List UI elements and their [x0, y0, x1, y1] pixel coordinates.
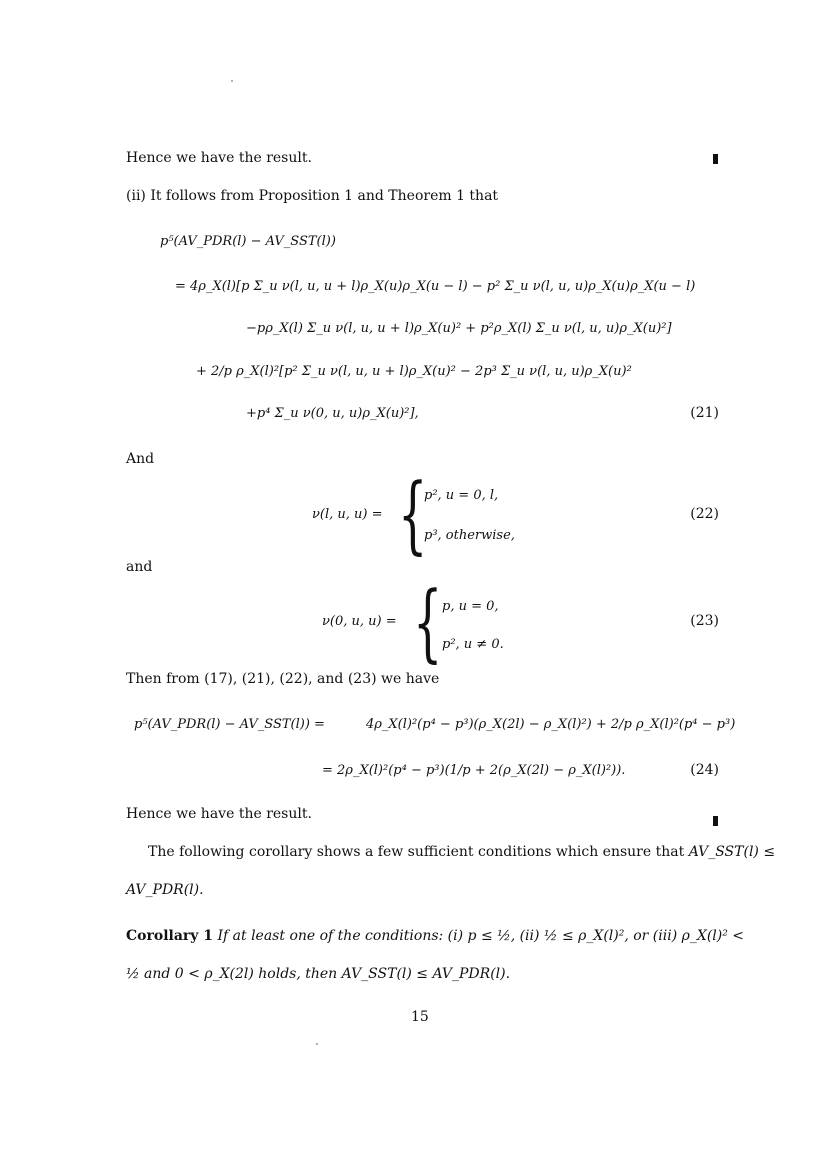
eq23-case1: p, u = 0, [442, 599, 499, 614]
eq21-lhs: p⁵(AV_PDR(l) − AV_SST(l)) [160, 234, 336, 249]
eq21-row4: +p⁴ Σ_u ν(0, u, u)ρ_X(u)²], [246, 406, 419, 421]
and-line-1: And [126, 451, 155, 467]
eq21-row1: = 4ρ_X(l)[p Σ_u ν(l, u, u + l)ρ_X(u)ρ_X(u − l) − p² Σ_u ν(l, u, u)ρ_X(u)ρ_X(u − l) [175, 279, 696, 294]
page-number: 15 [411, 1009, 429, 1025]
eq23-lhs: ν(0, u, u) = [322, 614, 397, 629]
eq24-lhs: p⁵(AV_PDR(l) − AV_SST(l)) = [134, 717, 325, 732]
following-line-2: AV_PDR(l). [126, 882, 204, 898]
hence-line-1: Hence we have the result. [126, 150, 312, 166]
qed-mark-2 [713, 816, 718, 826]
scan-speck [231, 80, 233, 82]
eq23-case2: p², u ≠ 0. [442, 637, 504, 652]
and-line-2: and [126, 559, 153, 575]
eq22-case1: p², u = 0, l, [424, 488, 499, 503]
eq22-lhs: ν(l, u, u) = [312, 507, 383, 522]
corollary-line-1 [126, 927, 744, 945]
eq24-number: (24) [690, 762, 719, 778]
eq22-brace: { [398, 465, 428, 563]
following-line [148, 843, 775, 861]
eq24-row1: 4ρ_X(l)²(p⁴ − p³)(ρ_X(2l) − ρ_X(l)²) + 2/p ρ_X(l)²(p⁴ − p³) [366, 717, 736, 732]
intro-ii-line: (ii) It follows from Proposition 1 and Theorem 1 that [126, 188, 499, 204]
eq22-case2: p³, otherwise, [424, 528, 515, 543]
eq21-row2: −pρ_X(l) Σ_u ν(l, u, u + l)ρ_X(u)² + p²ρ_X(l) Σ_u ν(l, u, u)ρ_X(u)²] [246, 321, 672, 336]
corollary-line-2: ½ and 0 < ρ_X(2l) holds, then AV_SST(l) ≤ AV_PDR(l). [126, 966, 511, 982]
eq23-brace: { [413, 573, 443, 671]
eq24-row2: = 2ρ_X(l)²(p⁴ − p³)(1/p + 2(ρ_X(2l) − ρ_X(l)²)). [322, 763, 626, 778]
eq21-number: (21) [690, 405, 719, 421]
qed-mark-1 [713, 154, 718, 164]
following-text: The following corollary shows a few sufficient conditions which ensure that [148, 844, 685, 860]
following-math: AV_SST(l) ≤ [688, 844, 776, 860]
eq21-row3: + 2/p ρ_X(l)²[p² Σ_u ν(l, u, u + l)ρ_X(u)² − 2p³ Σ_u ν(l, u, u)ρ_X(u)² [196, 364, 632, 379]
hence-line-2: Hence we have the result. [126, 806, 312, 822]
corollary-text: If at least one of the conditions: (i) p ≤ ½, (ii) ½ ≤ ρ_X(l)², or (iii) ρ_X(l)² < [217, 928, 745, 944]
eq23-number: (23) [690, 613, 719, 629]
eq22-number: (22) [690, 506, 719, 522]
corollary-label: Corollary 1 [126, 928, 214, 944]
then-line: Then from (17), (21), (22), and (23) we have [126, 671, 440, 687]
scan-speck-2 [316, 1043, 318, 1045]
